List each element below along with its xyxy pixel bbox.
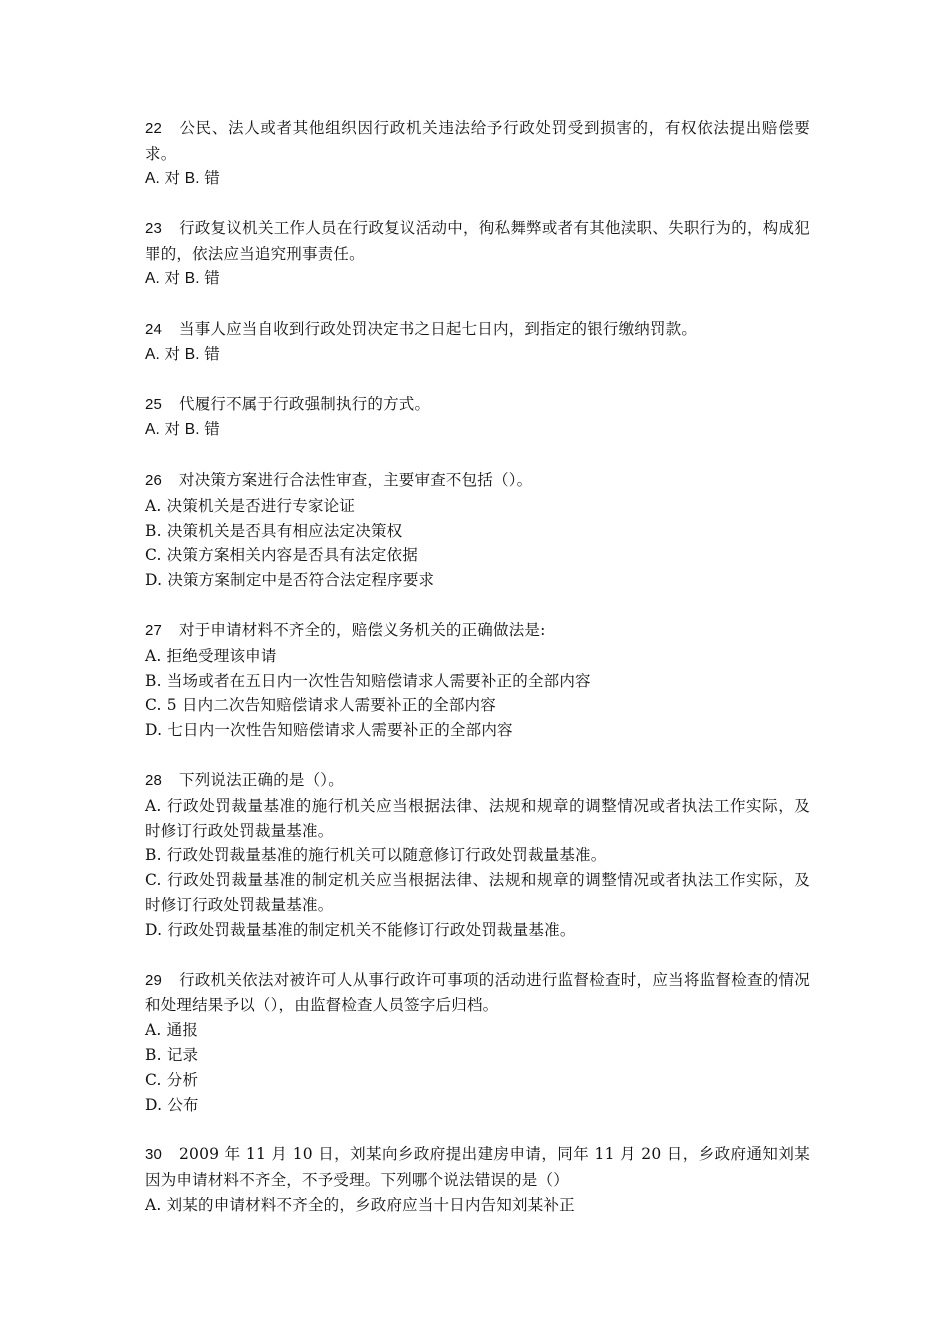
question-29 <box>145 968 810 1118</box>
question-stem: 2009 年 11 月 10 日，刘某向乡政府提出建房申请，同年 11 月 20 日，乡政府通知刘某因为申请材料不齐全，不予受理。下列哪个说法错误的是（） <box>145 1145 810 1190</box>
question-25 <box>145 392 810 443</box>
question-stem: 当事人应当自收到行政处罚决定书之日起七日内，到指定的银行缴纳罚款。 <box>179 319 698 338</box>
question-28 <box>145 768 810 943</box>
question-number: 22 <box>145 120 163 137</box>
option-a: A. 通报 <box>145 1021 199 1040</box>
option-a: A. 拒绝受理该申请 <box>145 646 277 665</box>
question-stem: 公民、法人或者其他组织因行政机关违法给予行政处罚受到损害的，有权依法提出赔偿要求。 <box>145 119 810 163</box>
question-stem: 代履行不属于行政强制执行的方式。 <box>179 395 431 414</box>
question-text <box>145 468 810 494</box>
option-a: A. 行政处罚裁量基准的施行机关应当根据法律、法规和规章的调整情况或者执法工作实际，及时修订行政处罚裁量基准。 <box>145 796 810 840</box>
question-number: 28 <box>145 771 163 789</box>
option-c: C. 行政处罚裁量基准的制定机关应当根据法律、法规和规章的调整情况或者执法工作实际，及时修订行政处罚裁量基准。 <box>145 871 810 914</box>
question-27 <box>145 618 810 743</box>
question-text <box>145 116 810 167</box>
option-b: B. 决策机关是否具有相应法定决策权 <box>145 521 403 540</box>
question-stem: 行政机关依法对被许可人从事行政许可事项的活动进行监督检查时，应当将监督检查的情况和处理结果予以（），由监督检查人员签字后归档。 <box>145 970 810 1015</box>
question-text <box>145 1142 810 1193</box>
option-a: A. 刘某的申请材料不齐全的，乡政府应当十日内告知刘某补正 <box>145 1195 575 1214</box>
question-26 <box>145 468 810 593</box>
option-b: B. 记录 <box>145 1045 199 1064</box>
question-stem: 对于申请材料不齐全的，赔偿义务机关的正确做法是: <box>179 620 546 639</box>
question-text <box>145 216 810 267</box>
question-text <box>145 618 810 644</box>
question-number: 27 <box>145 621 163 639</box>
question-number: 26 <box>145 471 163 489</box>
option-d: D. 公布 <box>145 1095 199 1114</box>
option-line: A. 对 B. 错 <box>145 269 221 287</box>
option-c: C. 决策方案相关内容是否具有法定依据 <box>145 546 418 565</box>
question-text <box>145 968 810 1019</box>
option-b: B. 当场或者在五日内一次性告知赔偿请求人需要补正的全部内容 <box>145 671 591 690</box>
option-d: D. 七日内一次性告知赔偿请求人需要补正的全部内容 <box>145 721 513 740</box>
option-line: A. 对 B. 错 <box>145 345 221 363</box>
question-text <box>145 768 810 794</box>
question-22 <box>145 116 810 191</box>
question-24 <box>145 317 810 368</box>
option-line: A. 对 B. 错 <box>145 169 221 187</box>
question-stem: 下列说法正确的是（）。 <box>179 770 344 789</box>
question-number: 25 <box>145 396 163 414</box>
question-text <box>145 317 810 343</box>
question-number: 29 <box>145 971 163 989</box>
question-stem: 对决策方案进行合法性审查，主要审查不包括（）。 <box>179 470 533 489</box>
option-c: C. 5 日内二次告知赔偿请求人需要补正的全部内容 <box>145 696 496 715</box>
question-30 <box>145 1142 810 1217</box>
question-list <box>145 116 810 1243</box>
option-a: A. 决策机关是否进行专家论证 <box>145 496 356 515</box>
option-c: C. 分析 <box>145 1070 199 1089</box>
question-number: 23 <box>145 220 163 238</box>
option-b: B. 行政处罚裁量基准的施行机关可以随意修订行政处罚裁量基准。 <box>145 846 607 865</box>
question-23 <box>145 216 810 291</box>
option-d: D. 决策方案制定中是否符合法定程序要求 <box>145 571 435 590</box>
question-text <box>145 392 810 418</box>
question-number: 24 <box>145 320 163 338</box>
question-number: 30 <box>145 1146 163 1164</box>
option-d: D. 行政处罚裁量基准的制定机关不能修订行政处罚裁量基准。 <box>145 920 576 939</box>
question-stem: 行政复议机关工作人员在行政复议活动中，徇私舞弊或者有其他渎职、失职行为的，构成犯罪的，依法应当追究刑事责任。 <box>145 219 810 264</box>
option-line: A. 对 B. 错 <box>145 421 221 439</box>
